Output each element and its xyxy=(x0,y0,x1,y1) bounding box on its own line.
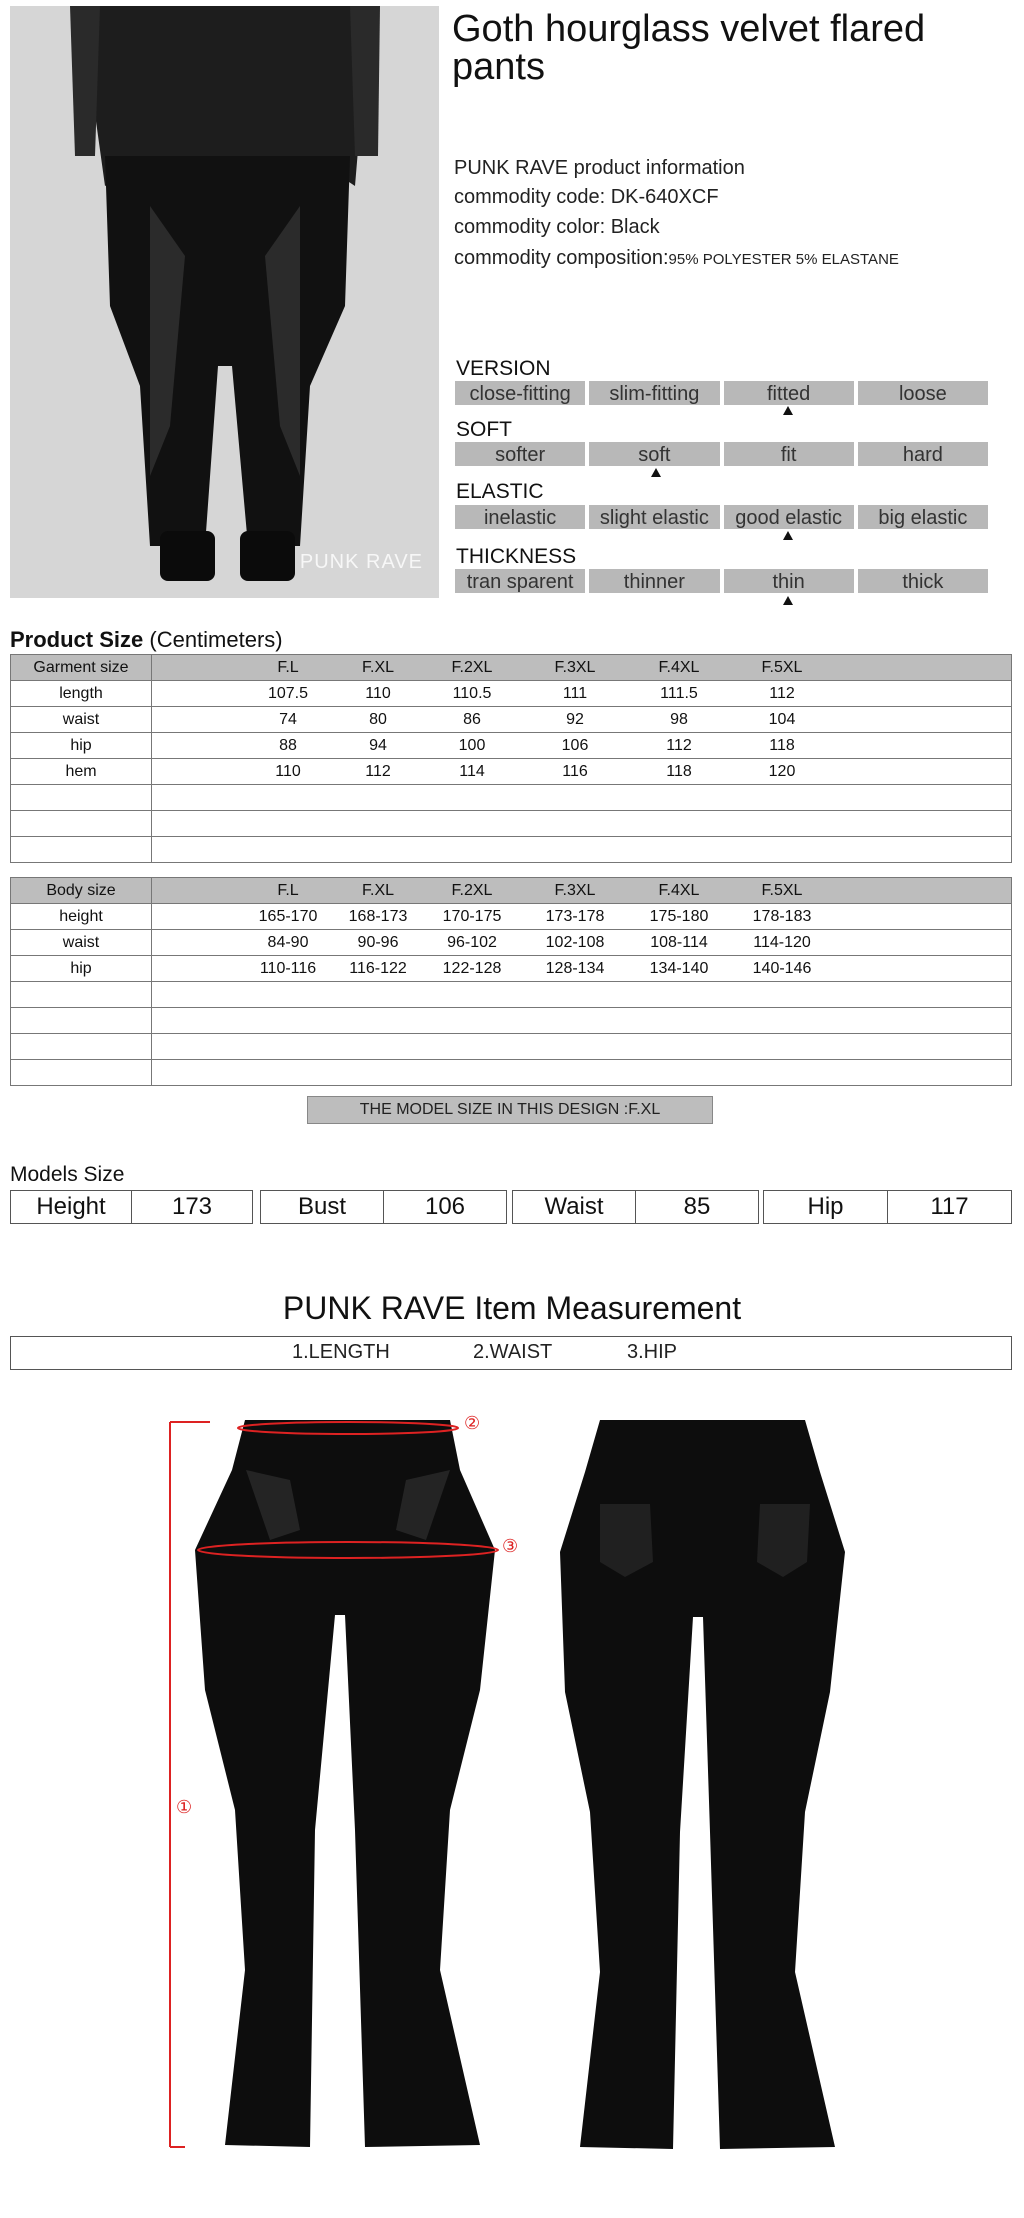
selected-marker-icon xyxy=(783,596,793,605)
measurement-item: 3.HIP xyxy=(627,1341,678,1363)
table-cell: 118 xyxy=(666,763,692,780)
table-header-row xyxy=(11,655,1012,681)
scale-option: hard xyxy=(858,442,988,466)
product-photo xyxy=(10,6,439,598)
table-cell: 120 xyxy=(768,763,796,780)
table-cell: 112 xyxy=(365,763,391,780)
commodity-code xyxy=(454,186,719,209)
table-cell: 80 xyxy=(369,711,387,728)
table-cell: 106 xyxy=(561,737,589,754)
measurement-title: PUNK RAVE Item Measurement xyxy=(282,1290,742,1326)
table-cell: 111.5 xyxy=(660,685,698,702)
table-cell: 110-116 xyxy=(259,960,317,977)
row-label: hem xyxy=(11,759,152,785)
model-measure-bust xyxy=(260,1190,507,1224)
size-header: F.3XL xyxy=(554,882,596,899)
table-cell: 128-134 xyxy=(545,960,605,977)
scale-option: close-fitting xyxy=(455,381,585,405)
model-measure-hip xyxy=(763,1190,1012,1224)
table-row xyxy=(11,759,1012,785)
table-cell: 90-96 xyxy=(357,934,399,951)
table-cell: 112 xyxy=(769,685,795,702)
size-header: F.2XL xyxy=(451,882,493,899)
scale-option: slight elastic xyxy=(589,505,719,529)
row-label: length xyxy=(11,681,152,707)
scale-row-elastic xyxy=(455,505,988,529)
table-cell: 170-175 xyxy=(442,908,502,925)
color-value: Black xyxy=(610,216,660,238)
garment-size-table xyxy=(10,654,1012,863)
product-title: Goth hourglass velvet flared pants xyxy=(452,8,926,88)
measurement-item: 2.WAIST xyxy=(473,1341,553,1363)
size-header: F.L xyxy=(277,882,299,899)
scale-label-soft: SOFT xyxy=(456,418,512,441)
table-row xyxy=(11,733,1012,759)
scale-option: inelastic xyxy=(455,505,585,529)
row-label: waist xyxy=(11,707,152,733)
measurement-item: 1.LENGTH xyxy=(292,1341,390,1363)
size-header: F.3XL xyxy=(554,659,596,676)
table-cell: 173-178 xyxy=(545,908,605,925)
table-row-empty xyxy=(11,1008,1012,1034)
size-header: F.4XL xyxy=(658,659,700,676)
table-cell: 88 xyxy=(279,737,297,754)
model-photo-illustration xyxy=(10,6,439,598)
table-cell: 122-128 xyxy=(442,960,502,977)
scale-option: fitted xyxy=(724,381,854,405)
code-value: DK-640XCF xyxy=(610,186,719,208)
table-cell: 104 xyxy=(768,711,796,728)
table-cell: 107.5 xyxy=(267,685,309,702)
product-size-unit: (Centimeters) xyxy=(149,627,283,652)
table-cell: 114 xyxy=(459,763,485,780)
table-cell: 110 xyxy=(365,685,391,702)
table-cell: 94 xyxy=(369,737,387,754)
table-cell: 140-146 xyxy=(752,960,812,977)
commodity-composition xyxy=(454,247,899,270)
size-header: F.L xyxy=(277,659,299,676)
table-cell: 74 xyxy=(279,711,297,728)
info-heading: PUNK RAVE product information xyxy=(454,157,745,179)
table-row xyxy=(11,930,1012,956)
table-row xyxy=(11,904,1012,930)
header-label: Garment size xyxy=(11,655,152,681)
scale-option: tran sparent xyxy=(455,569,585,593)
scale-row-thickness xyxy=(455,569,988,593)
size-header: F.XL xyxy=(361,882,395,899)
table-cell: 118 xyxy=(769,737,795,754)
table-cell: 102-108 xyxy=(545,934,605,951)
table-cell: 116 xyxy=(562,763,588,780)
hip-marker: ③ xyxy=(502,1536,519,1556)
model-measure-height xyxy=(10,1190,253,1224)
product-size-title xyxy=(10,627,283,653)
measure-value: 85 xyxy=(683,1193,711,1220)
scale-option: fit xyxy=(724,442,854,466)
scale-option: thick xyxy=(858,569,988,593)
table-row-empty xyxy=(11,811,1012,837)
composition-value: 95% POLYESTER 5% ELASTANE xyxy=(668,251,899,268)
row-label: waist xyxy=(11,930,152,956)
model-measure-waist xyxy=(512,1190,759,1224)
scale-option: good elastic xyxy=(724,505,854,529)
table-row xyxy=(11,956,1012,982)
table-cell: 110.5 xyxy=(452,685,492,702)
scale-row-version xyxy=(455,381,988,405)
measure-value: 173 xyxy=(171,1193,213,1220)
size-headers xyxy=(152,655,1011,680)
table-cell: 100 xyxy=(458,737,486,754)
table-cell: 134-140 xyxy=(649,960,709,977)
scale-option: softer xyxy=(455,442,585,466)
table-cell: 86 xyxy=(463,711,481,728)
scale-row-soft xyxy=(455,442,988,466)
table-cell: 116-122 xyxy=(349,960,407,977)
size-header: F.4XL xyxy=(658,882,700,899)
table-row-empty xyxy=(11,1034,1012,1060)
back-pants-diagram xyxy=(545,1412,865,2162)
table-cell: 92 xyxy=(566,711,584,728)
model-size-note: THE MODEL SIZE IN THIS DESIGN :F.XL xyxy=(307,1096,713,1124)
color-label: commodity color: xyxy=(454,216,606,238)
table-cell: 175-180 xyxy=(649,908,709,925)
measure-value: 117 xyxy=(930,1193,969,1220)
size-header: F.5XL xyxy=(761,659,803,676)
table-cell: 98 xyxy=(670,711,688,728)
table-cell: 112 xyxy=(666,737,692,754)
models-size-title: Models Size xyxy=(10,1163,125,1186)
selected-marker-icon xyxy=(651,468,661,477)
size-header: F.XL xyxy=(361,659,395,676)
scale-option: thin xyxy=(724,569,854,593)
table-row xyxy=(11,707,1012,733)
size-header: F.2XL xyxy=(451,659,493,676)
composition-label: commodity composition: xyxy=(454,247,669,269)
length-marker: ① xyxy=(176,1797,193,1817)
table-cell: 111 xyxy=(562,685,588,702)
scale-label-elastic: ELASTIC xyxy=(456,480,544,503)
measure-label: Hip xyxy=(764,1191,888,1223)
header-label: Body size xyxy=(11,878,152,904)
table-row-empty xyxy=(11,785,1012,811)
code-label: commodity code: xyxy=(454,186,606,208)
product-size-heading: Product Size xyxy=(10,627,144,652)
waist-marker: ② xyxy=(464,1413,481,1433)
row-label: hip xyxy=(11,956,152,982)
table-row xyxy=(11,681,1012,707)
commodity-color xyxy=(454,216,660,239)
selected-marker-icon xyxy=(783,406,793,415)
photo-watermark: PUNK RAVE xyxy=(299,551,423,573)
scale-option: soft xyxy=(589,442,719,466)
table-cell: 110 xyxy=(275,763,301,780)
row-label: hip xyxy=(11,733,152,759)
table-cell: 108-114 xyxy=(650,934,708,951)
table-cell: 84-90 xyxy=(267,934,309,951)
scale-label-version: VERSION xyxy=(456,357,551,380)
table-row-empty xyxy=(11,982,1012,1008)
selected-marker-icon xyxy=(783,531,793,540)
front-pants-diagram xyxy=(150,1410,520,2160)
table-cell: 114-120 xyxy=(753,934,811,951)
table-cell: 165-170 xyxy=(258,908,318,925)
size-header: F.5XL xyxy=(761,882,803,899)
scale-option: thinner xyxy=(589,569,719,593)
scale-option: slim-fitting xyxy=(589,381,719,405)
measure-label: Bust xyxy=(261,1191,384,1223)
scale-option: big elastic xyxy=(858,505,988,529)
scale-label-thickness: THICKNESS xyxy=(456,545,577,568)
table-cell: 178-183 xyxy=(752,908,812,925)
table-row-empty xyxy=(11,837,1012,863)
table-row-empty xyxy=(11,1060,1012,1086)
measure-label: Height xyxy=(11,1191,132,1223)
measure-label: Waist xyxy=(513,1191,636,1223)
measure-value: 106 xyxy=(424,1193,466,1220)
table-header-row xyxy=(11,878,1012,904)
row-label: height xyxy=(11,904,152,930)
table-cell: 168-173 xyxy=(348,908,408,925)
size-headers xyxy=(152,878,1011,903)
table-cell: 96-102 xyxy=(447,934,497,951)
body-size-table xyxy=(10,877,1012,1086)
scale-option: loose xyxy=(858,381,988,405)
